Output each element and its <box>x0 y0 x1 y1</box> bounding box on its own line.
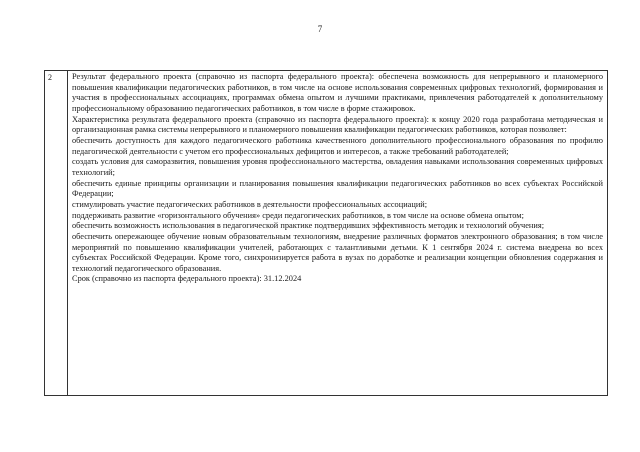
row-text-cell <box>68 71 607 395</box>
paragraph-accessibility: обеспечить доступность для каждого педагогического работника качественного дополнительного профессионального образования по профилю педагогической деятельности с учетом его профессиональных дефицитов и интересов, а также требований работодателей; <box>72 135 603 156</box>
paragraph-advanced-training: обеспечить опережающее обучение новым образовательным технологиям, внедрение различных форматов электронного образования; в том числе мероприятий по повышению квалификации учителей, работающих с талантливыми детьми. К 1 сентября 2024 г. система внедрена во всех субъектах Российской Федерации. Кроме того, синхронизируется работа в вузах по доработке и реализации концепции обновления содержания и технологий педагогического образования. <box>72 231 603 273</box>
row-number-cell: 2 <box>45 71 68 395</box>
page-number: 7 <box>317 24 323 34</box>
paragraph-unified-principles: обеспечить единые принципы организации и планирования повышения квалификации педагогических работников во всех субъектах Российской Федерации; <box>72 178 603 199</box>
paragraph-associations: стимулировать участие педагогических работников в деятельности профессиональных ассоциаций; <box>72 199 428 209</box>
paragraph-deadline: Срок (справочно из паспорта федерального проекта): 31.12.2024 <box>72 274 302 284</box>
paragraph-self-development: создать условия для саморазвития, повышения уровня профессионального мастерства, овладения навыками использования современных цифровых технологий; <box>72 157 603 177</box>
paragraph-characteristic: Характеристика результата федерального проекта (справочно из паспорта федерального проекта): к концу 2020 года разработана методическая и организационная рамка системы непрерывного и планомерного повышения квалификации педагогических работников, которая позволяет: <box>72 114 603 135</box>
paragraph-result: Результат федерального проекта (справочно из паспорта федерального проекта): обеспечена возможность для непрерывного и планомерного повышения квалификации педагогических работников, в том числе на основе использования современных цифровых технологий, формирования и участия в профессиональных ассоциациях, программах обмена опытом и лучшими практиками, привлечения работодателей к дополнительному профессиональному образованию педагогических работников, в том числе в форме стажировок. <box>72 72 603 113</box>
paragraph-horizontal-learning: поддерживать развитие «горизонтального обучения» среди педагогических работников, в том числе на основе обмена опытом; <box>72 210 524 220</box>
document-table <box>44 70 608 396</box>
paragraph-proven-methods: обеспечить возможность использования в педагогической практике подтвердивших эффективность методик и технологий обучения; <box>72 221 545 231</box>
